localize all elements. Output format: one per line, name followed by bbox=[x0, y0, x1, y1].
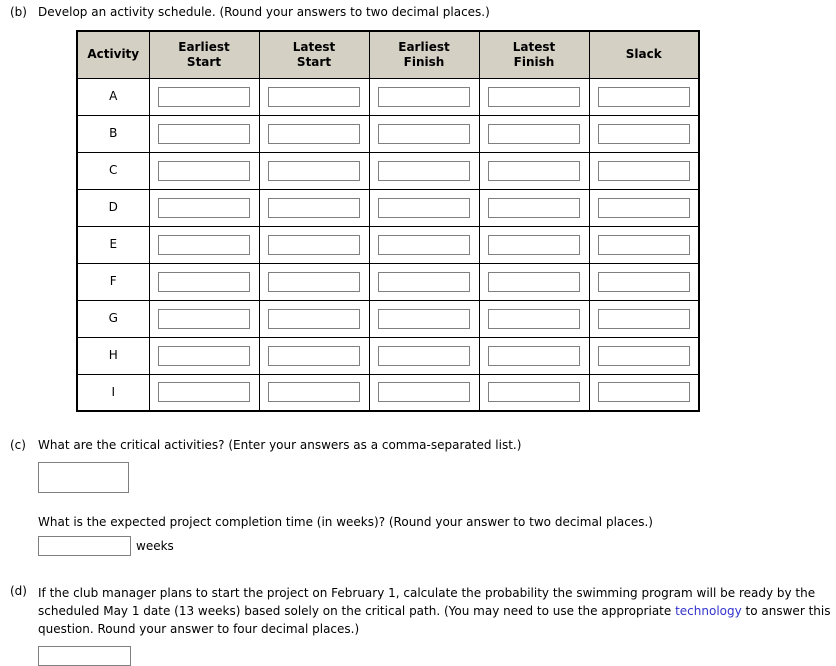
earliest-finish-input[interactable] bbox=[378, 272, 470, 292]
earliest-finish-cell bbox=[369, 300, 479, 337]
latest-finish-cell bbox=[479, 78, 589, 115]
earliest-start-cell bbox=[149, 263, 259, 300]
part-c-completion-prompt: What is the expected project completion time (in weeks)? (Round your answer to two decimal places.) bbox=[38, 515, 653, 529]
col-header-latest-finish: Latest Finish bbox=[479, 31, 589, 78]
earliest-start-input[interactable] bbox=[158, 235, 250, 255]
earliest-start-input[interactable] bbox=[158, 382, 250, 402]
slack-cell bbox=[589, 115, 699, 152]
latest-finish-cell bbox=[479, 300, 589, 337]
latest-finish-input[interactable] bbox=[488, 272, 580, 292]
part-c-label: (c) bbox=[10, 438, 26, 452]
earliest-finish-cell bbox=[369, 226, 479, 263]
part-c-critical-prompt: What are the critical activities? (Enter your answers as a comma-separated list.) bbox=[38, 438, 522, 452]
slack-cell bbox=[589, 152, 699, 189]
col-header-earliest-start: Earliest Start bbox=[149, 31, 259, 78]
earliest-finish-cell bbox=[369, 78, 479, 115]
slack-cell bbox=[589, 374, 699, 411]
earliest-finish-input[interactable] bbox=[378, 346, 470, 366]
table-row bbox=[77, 189, 699, 226]
probability-input[interactable] bbox=[38, 646, 131, 666]
earliest-finish-cell bbox=[369, 152, 479, 189]
latest-start-cell bbox=[259, 226, 369, 263]
activity-label: G bbox=[77, 300, 149, 337]
latest-finish-input[interactable] bbox=[488, 124, 580, 144]
latest-finish-input[interactable] bbox=[488, 309, 580, 329]
technology-link[interactable]: technology bbox=[675, 604, 742, 618]
earliest-finish-input[interactable] bbox=[378, 87, 470, 107]
completion-time-input[interactable] bbox=[38, 536, 131, 556]
earliest-finish-cell bbox=[369, 115, 479, 152]
activity-label: E bbox=[77, 226, 149, 263]
slack-input[interactable] bbox=[598, 124, 690, 144]
part-b-prompt: Develop an activity schedule. (Round your answers to two decimal places.) bbox=[38, 5, 490, 19]
latest-start-input[interactable] bbox=[268, 382, 360, 402]
table-row bbox=[77, 78, 699, 115]
table-body bbox=[77, 78, 699, 411]
slack-cell bbox=[589, 337, 699, 374]
activity-schedule-table bbox=[76, 30, 700, 412]
part-d-prompt-before: If the club manager plans to start the project on February 1, calculate the probability the swimming program will be ready by the scheduled May 1 date (13 weeks) based solely on the critical path. (You may need to use the appropriate bbox=[38, 586, 816, 618]
latest-finish-cell bbox=[479, 263, 589, 300]
earliest-start-cell bbox=[149, 152, 259, 189]
table-row bbox=[77, 226, 699, 263]
earliest-start-input[interactable] bbox=[158, 346, 250, 366]
slack-input[interactable] bbox=[598, 382, 690, 402]
latest-finish-cell bbox=[479, 226, 589, 263]
latest-finish-cell bbox=[479, 189, 589, 226]
table-row bbox=[77, 300, 699, 337]
slack-input[interactable] bbox=[598, 346, 690, 366]
slack-input[interactable] bbox=[598, 309, 690, 329]
latest-finish-input[interactable] bbox=[488, 161, 580, 181]
activity-label: A bbox=[77, 78, 149, 115]
part-b-label: (b) bbox=[10, 5, 27, 19]
part-d-label: (d) bbox=[10, 584, 27, 598]
part-d-prompt-after: to answer this question. Round your answer to four decimal places.) bbox=[38, 604, 831, 636]
earliest-start-cell bbox=[149, 115, 259, 152]
col-header-activity-text: Activity bbox=[87, 47, 140, 62]
latest-start-input[interactable] bbox=[268, 124, 360, 144]
latest-start-input[interactable] bbox=[268, 161, 360, 181]
part-c bbox=[10, 438, 836, 556]
latest-finish-input[interactable] bbox=[488, 346, 580, 366]
earliest-finish-cell bbox=[369, 374, 479, 411]
slack-cell bbox=[589, 300, 699, 337]
slack-cell bbox=[589, 78, 699, 115]
col-header-latest-start: Latest Start bbox=[259, 31, 369, 78]
slack-cell bbox=[589, 189, 699, 226]
earliest-start-cell bbox=[149, 300, 259, 337]
latest-start-cell bbox=[259, 115, 369, 152]
earliest-start-cell bbox=[149, 226, 259, 263]
earliest-start-cell bbox=[149, 337, 259, 374]
latest-start-cell bbox=[259, 78, 369, 115]
earliest-start-input[interactable] bbox=[158, 161, 250, 181]
earliest-finish-cell bbox=[369, 189, 479, 226]
latest-start-cell bbox=[259, 189, 369, 226]
latest-finish-input[interactable] bbox=[488, 235, 580, 255]
slack-input[interactable] bbox=[598, 87, 690, 107]
slack-cell bbox=[589, 226, 699, 263]
col-header-slack: Slack bbox=[589, 31, 699, 78]
table-row bbox=[77, 152, 699, 189]
activity-label: B bbox=[77, 115, 149, 152]
table-row bbox=[77, 263, 699, 300]
critical-activities-input[interactable] bbox=[38, 462, 129, 493]
table-head bbox=[77, 31, 699, 78]
activity-label: H bbox=[77, 337, 149, 374]
latest-start-input[interactable] bbox=[268, 309, 360, 329]
latest-start-cell bbox=[259, 263, 369, 300]
earliest-start-cell bbox=[149, 189, 259, 226]
latest-start-cell bbox=[259, 374, 369, 411]
latest-start-input[interactable] bbox=[268, 346, 360, 366]
part-d-prompt bbox=[38, 584, 834, 638]
latest-start-cell bbox=[259, 152, 369, 189]
latest-finish-cell bbox=[479, 337, 589, 374]
part-b-content bbox=[38, 5, 836, 412]
latest-start-cell bbox=[259, 300, 369, 337]
activity-label: C bbox=[77, 152, 149, 189]
earliest-finish-input[interactable] bbox=[378, 309, 470, 329]
col-header-activity bbox=[77, 31, 149, 78]
table-row bbox=[77, 337, 699, 374]
latest-finish-input[interactable] bbox=[488, 382, 580, 402]
activity-label: I bbox=[77, 374, 149, 411]
earliest-start-input[interactable] bbox=[158, 124, 250, 144]
earliest-finish-input[interactable] bbox=[378, 124, 470, 144]
earliest-finish-input[interactable] bbox=[378, 161, 470, 181]
latest-start-input[interactable] bbox=[268, 198, 360, 218]
earliest-start-input[interactable] bbox=[158, 87, 250, 107]
latest-finish-cell bbox=[479, 115, 589, 152]
earliest-finish-input[interactable] bbox=[378, 382, 470, 402]
table-header-row bbox=[77, 31, 699, 78]
earliest-start-input[interactable] bbox=[158, 309, 250, 329]
latest-start-input[interactable] bbox=[268, 235, 360, 255]
activity-label: F bbox=[77, 263, 149, 300]
latest-start-input[interactable] bbox=[268, 87, 360, 107]
earliest-start-input[interactable] bbox=[158, 198, 250, 218]
earliest-start-input[interactable] bbox=[158, 272, 250, 292]
slack-input[interactable] bbox=[598, 198, 690, 218]
part-b bbox=[10, 5, 836, 412]
col-header-earliest-finish: Earliest Finish bbox=[369, 31, 479, 78]
latest-finish-input[interactable] bbox=[488, 198, 580, 218]
latest-finish-cell bbox=[479, 152, 589, 189]
earliest-finish-cell bbox=[369, 263, 479, 300]
weeks-label: weeks bbox=[136, 538, 174, 553]
slack-cell bbox=[589, 263, 699, 300]
latest-start-input[interactable] bbox=[268, 272, 360, 292]
slack-input[interactable] bbox=[598, 235, 690, 255]
slack-input[interactable] bbox=[598, 272, 690, 292]
table-row bbox=[77, 374, 699, 411]
activity-label: D bbox=[77, 189, 149, 226]
latest-start-cell bbox=[259, 337, 369, 374]
earliest-finish-input[interactable] bbox=[378, 198, 470, 218]
earliest-finish-input[interactable] bbox=[378, 235, 470, 255]
part-c-content bbox=[38, 438, 836, 556]
latest-finish-input[interactable] bbox=[488, 87, 580, 107]
completion-time-row bbox=[38, 536, 836, 556]
earliest-finish-cell bbox=[369, 337, 479, 374]
latest-finish-cell bbox=[479, 374, 589, 411]
slack-input[interactable] bbox=[598, 161, 690, 181]
earliest-start-cell bbox=[149, 374, 259, 411]
table-row bbox=[77, 115, 699, 152]
earliest-start-cell bbox=[149, 78, 259, 115]
